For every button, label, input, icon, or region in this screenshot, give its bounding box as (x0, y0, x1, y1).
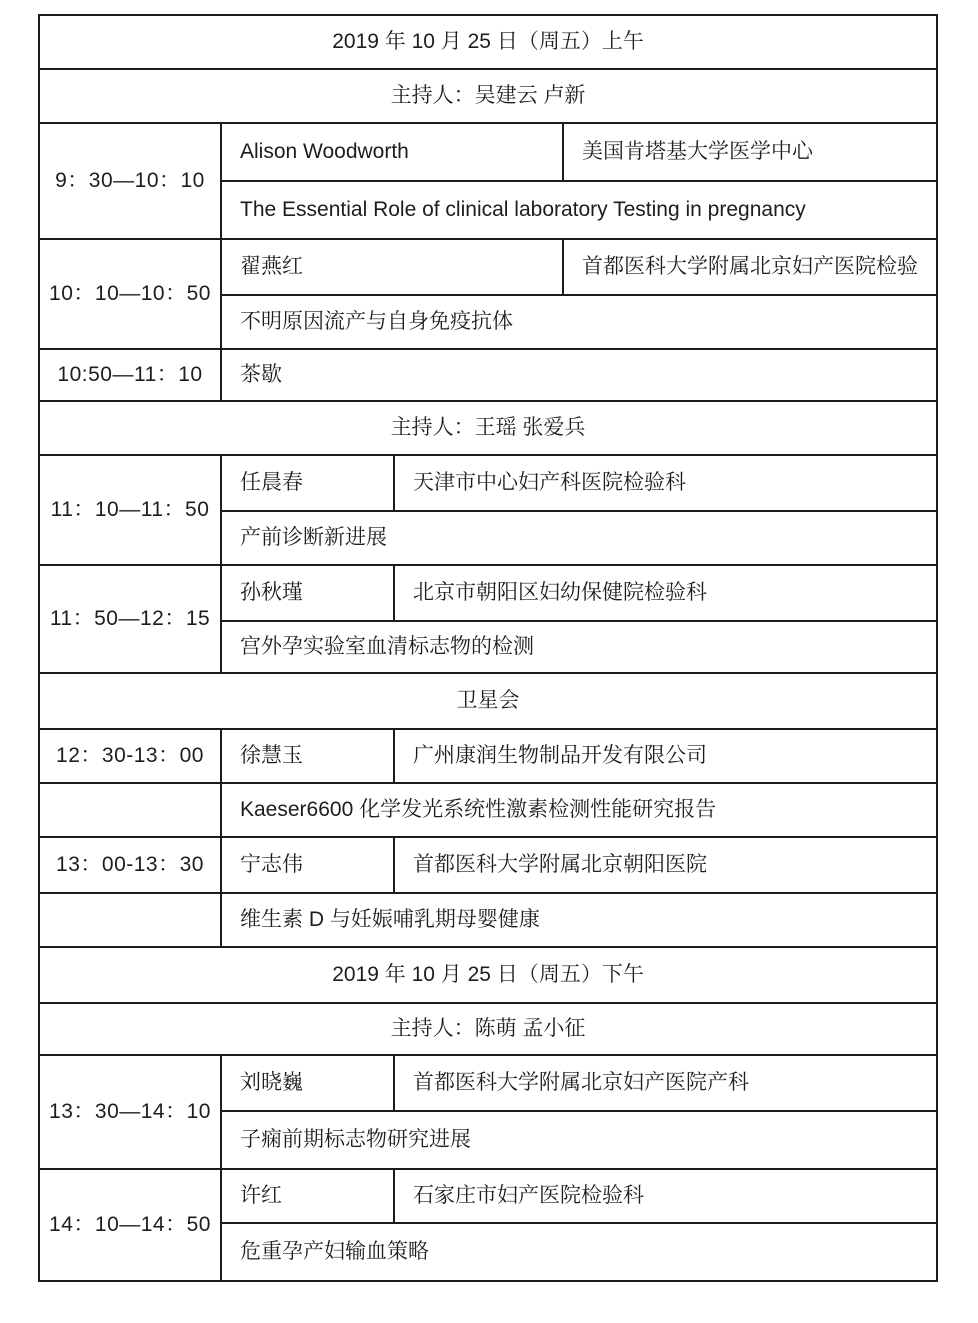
session4-affiliation: 北京市朝阳区妇幼保健院检验科 (394, 565, 937, 621)
tea-break-time: 10:50—11：10 (39, 349, 221, 401)
am-moderators2-row: 主持人：王瑶 张爱兵 (39, 401, 937, 455)
satellite1-time: 12：30-13：00 (39, 729, 221, 783)
session1-speaker: Alison Woodworth (221, 123, 563, 181)
conference-schedule-table (38, 14, 938, 1282)
pm-date-header: 2019 年 10 月 25 日（周五）下午 (39, 947, 937, 1003)
satellite1-affiliation: 广州康润生物制品开发有限公司 (394, 729, 937, 783)
session3-time: 11：10—11：50 (39, 455, 221, 565)
session4-speaker: 孙秋瑾 (221, 565, 394, 621)
session6-topic: 危重孕产妇输血策略 (221, 1223, 937, 1281)
session2-topic: 不明原因流产与自身免疫抗体 (221, 295, 937, 349)
am-date-header: 2019 年 10 月 25 日（周五）上午 (39, 15, 937, 69)
session1-topic: The Essential Role of clinical laboratory Testing in pregnancy (221, 181, 937, 239)
session3-speaker: 任晨春 (221, 455, 394, 511)
session5-speaker: 刘晓巍 (221, 1055, 394, 1111)
session5-topic: 子痫前期标志物研究进展 (221, 1111, 937, 1169)
satellite2-speaker: 宁志伟 (221, 837, 394, 893)
session2-time: 10：10—10：50 (39, 239, 221, 349)
pm-moderators-row: 主持人：陈萌 孟小征 (39, 1003, 937, 1055)
session2-affiliation: 首都医科大学附属北京妇产医院检验 (563, 239, 937, 295)
session1-time: 9：30—10：10 (39, 123, 221, 239)
satellite2-affiliation: 首都医科大学附属北京朝阳医院 (394, 837, 937, 893)
session2-speaker: 翟燕红 (221, 239, 563, 295)
satellite2-time: 13：00-13：30 (39, 837, 221, 893)
session6-speaker: 许红 (221, 1169, 394, 1223)
session3-affiliation: 天津市中心妇产科医院检验科 (394, 455, 937, 511)
session5-affiliation: 首都医科大学附属北京妇产医院产科 (394, 1055, 937, 1111)
satellite1-speaker: 徐慧玉 (221, 729, 394, 783)
session4-topic: 宫外孕实验室血清标志物的检测 (221, 621, 937, 673)
satellite-header: 卫星会 (39, 673, 937, 729)
tea-break-label: 茶歇 (221, 349, 937, 401)
session5-time: 13：30—14：10 (39, 1055, 221, 1169)
satellite2-topic: 维生素 D 与妊娠哺乳期母婴健康 (221, 893, 937, 947)
session4-time: 11：50—12：15 (39, 565, 221, 673)
session1-affiliation: 美国肯塔基大学医学中心 (563, 123, 937, 181)
satellite1-empty-time-cell (39, 783, 221, 837)
satellite2-empty-time-cell (39, 893, 221, 947)
session6-affiliation: 石家庄市妇产医院检验科 (394, 1169, 937, 1223)
satellite1-topic: Kaeser6600 化学发光系统性激素检测性能研究报告 (221, 783, 937, 837)
am-moderators-row: 主持人：吴建云 卢新 (39, 69, 937, 123)
session6-time: 14：10—14：50 (39, 1169, 221, 1281)
session3-topic: 产前诊断新进展 (221, 511, 937, 565)
